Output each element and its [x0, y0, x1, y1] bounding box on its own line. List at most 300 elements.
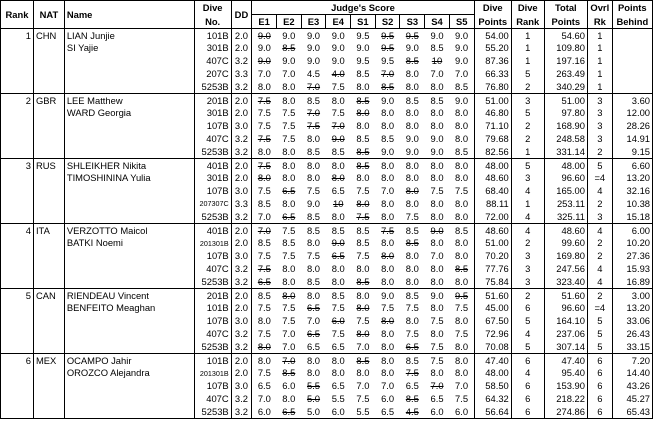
judge-score: 5.5 — [331, 393, 345, 404]
judge-score: 8.0 — [430, 275, 444, 287]
judge-score: 7.5 — [381, 302, 395, 314]
judge-score: 7.0 — [282, 68, 296, 80]
dive-dd: 2.0 — [231, 288, 252, 301]
team-nat — [33, 67, 64, 80]
team-nat — [33, 197, 64, 210]
dive-rank: 4 — [511, 367, 544, 380]
judge-score: 8.0 — [449, 210, 474, 223]
team-rank — [1, 132, 34, 145]
judge-score: 8.0 — [276, 158, 301, 171]
overall-rank: 2 — [587, 250, 612, 263]
judge-score: 7.0 — [276, 353, 301, 366]
judge-score: 9.0 — [326, 29, 351, 42]
dive-dd: 3.0 — [231, 185, 252, 198]
judge-score: 8.0 — [430, 237, 444, 249]
dive-row — [1, 237, 653, 250]
judge-score: 8.5 — [449, 262, 474, 275]
team-nat — [33, 367, 64, 380]
judge-score: 7.5 — [449, 185, 474, 198]
dive-number: 5253B — [194, 210, 231, 223]
judge-score: 7.5 — [405, 367, 419, 379]
points-behind — [612, 42, 652, 55]
judge-score: 9.0 — [405, 133, 419, 145]
dive-row — [1, 67, 653, 80]
dive-rank: 4 — [511, 223, 544, 236]
points-behind: 32.16 — [612, 185, 652, 198]
results-body — [1, 29, 653, 419]
judge-score: 8.5 — [282, 42, 296, 54]
judge-score: 6.5 — [405, 380, 419, 392]
judge-score: 7.5 — [356, 210, 370, 222]
dive-dd: 3.2 — [231, 80, 252, 93]
dive-dd: 3.0 — [231, 315, 252, 328]
judge-score: 6.0 — [381, 393, 395, 404]
total-points: 48.60 — [544, 223, 587, 236]
judge-score: 9.5 — [351, 29, 376, 42]
dive-dd: 3.0 — [231, 250, 252, 263]
team-rank — [1, 67, 34, 80]
dive-number: 5253B — [194, 405, 231, 418]
team-rank — [1, 210, 34, 223]
judge-score: 8.0 — [381, 172, 395, 184]
dive-rank: 5 — [511, 315, 544, 328]
overall-rank: =4 — [587, 302, 612, 315]
team-rank: 5 — [1, 288, 34, 301]
judge-score: 9.0 — [449, 29, 474, 42]
judge-score: 7.5 — [449, 392, 474, 405]
diver-name: RIENDEAU Vincent — [64, 288, 194, 301]
points-behind: 33.06 — [612, 315, 652, 328]
judge-score: 8.0 — [351, 288, 376, 301]
diver-name — [64, 120, 194, 133]
judge-score: 8.0 — [282, 145, 296, 157]
dive-dd: 3.2 — [231, 210, 252, 223]
total-points: 165.00 — [544, 185, 587, 198]
overall-rank: 6 — [587, 367, 612, 380]
judge-score: 8.5 — [351, 93, 376, 106]
dive-rank: 6 — [511, 392, 544, 405]
dive-rank: 2 — [511, 288, 544, 301]
judge-score: 8.0 — [306, 133, 321, 145]
diver-name — [64, 275, 194, 288]
total-points: 153.90 — [544, 380, 587, 393]
overall-rank: 5 — [587, 315, 612, 328]
judge-score: 9.0 — [331, 237, 345, 249]
points-behind: 27.36 — [612, 250, 652, 263]
team-nat — [33, 237, 64, 250]
dive-points: 82.56 — [474, 145, 511, 158]
team-nat — [33, 250, 64, 263]
judge-score: 7.5 — [425, 353, 450, 366]
dive-points: 47.40 — [474, 353, 511, 366]
diver-name — [64, 340, 194, 353]
team-rank — [1, 275, 34, 288]
dive-row — [1, 120, 653, 133]
team-nat — [33, 392, 64, 405]
judge-score: 5.5 — [351, 405, 376, 418]
team-nat — [33, 315, 64, 328]
total-points: 307.14 — [544, 340, 587, 353]
points-behind: 26.43 — [612, 327, 652, 340]
overall-rank: 3 — [587, 132, 612, 145]
judge-score: 6.5 — [306, 340, 321, 352]
overall-rank: 2 — [587, 288, 612, 301]
judge-score: 9.5 — [356, 55, 370, 67]
dive-points: 72.00 — [474, 210, 511, 223]
diver-name — [64, 210, 194, 223]
judge-score: 8.5 — [282, 237, 296, 249]
dive-dd: 2.0 — [231, 367, 252, 380]
dive-number: 401B — [194, 158, 231, 171]
judge-score: 5.5 — [306, 380, 321, 392]
dive-number: 101B — [194, 302, 231, 315]
overall-rank: 5 — [587, 327, 612, 340]
dive-points: 72.96 — [474, 327, 511, 340]
dive-number: 201B — [194, 93, 231, 106]
dive-points: 70.08 — [474, 340, 511, 353]
dive-rank: 5 — [511, 67, 544, 80]
total-points: 48.00 — [544, 158, 587, 171]
dive-points: 48.00 — [474, 158, 511, 171]
points-behind: 10.38 — [612, 197, 652, 210]
judge-score: 8.0 — [430, 210, 444, 222]
team-rank — [1, 340, 34, 353]
judge-score: 6.5 — [306, 328, 321, 340]
judge-score: 7.5 — [306, 120, 321, 132]
dive-rank: 4 — [511, 327, 544, 340]
team-rank — [1, 145, 34, 158]
judge-score: 8.0 — [282, 263, 296, 275]
total-points: 247.56 — [544, 262, 587, 275]
dive-dd: 3.3 — [231, 197, 252, 210]
dive-number: 407C — [194, 392, 231, 405]
judge-score: 8.0 — [381, 263, 395, 275]
judge-score: 9.0 — [331, 133, 345, 145]
header-behind-2: Behind — [612, 15, 652, 29]
dive-points: 87.36 — [474, 55, 511, 68]
dive-number: 101B — [194, 29, 231, 42]
dive-dd: 2.0 — [231, 172, 252, 185]
dive-row — [1, 250, 653, 263]
judge-score: 8.5 — [405, 237, 419, 249]
judge-score: 8.0 — [356, 263, 370, 275]
judge-score: 9.0 — [306, 42, 321, 54]
judge-score: 8.0 — [405, 198, 419, 210]
dive-dd: 2.0 — [231, 93, 252, 106]
judge-score: 8.5 — [306, 145, 321, 157]
judge-score: 8.5 — [400, 288, 425, 301]
overall-rank: 6 — [587, 353, 612, 366]
judge-score: 8.0 — [381, 210, 395, 222]
dive-dd: 2.0 — [231, 42, 252, 55]
diver-name — [64, 67, 194, 80]
judge-score: 7.5 — [405, 302, 419, 314]
team-nat — [33, 262, 64, 275]
judge-score: 8.0 — [430, 172, 444, 184]
points-behind — [612, 29, 652, 42]
dive-points: 48.60 — [474, 223, 511, 236]
judge-score: 7.0 — [306, 315, 321, 327]
team-nat: ITA — [33, 223, 64, 236]
dive-rank: 3 — [511, 262, 544, 275]
judge-score: 9.0 — [301, 29, 326, 42]
judge-score: 6.5 — [257, 275, 271, 287]
judge-score: 7.0 — [356, 380, 370, 392]
dive-number: 5253B — [194, 80, 231, 93]
judge-score: 8.0 — [405, 263, 419, 275]
points-behind: 28.26 — [612, 120, 652, 133]
diver-name — [64, 132, 194, 145]
overall-rank: 3 — [587, 210, 612, 223]
judge-score: 8.5 — [400, 223, 425, 236]
judge-score: 7.0 — [356, 340, 370, 352]
judge-score: 7.5 — [449, 327, 474, 340]
points-behind: 6.60 — [612, 158, 652, 171]
judge-score: 9.0 — [356, 42, 370, 54]
dive-dd: 3.2 — [231, 340, 252, 353]
judge-score: 9.0 — [430, 133, 444, 145]
overall-rank: 6 — [587, 392, 612, 405]
judge-score: 8.0 — [381, 107, 395, 119]
judge-score: 8.5 — [351, 223, 376, 236]
judge-score: 8.0 — [356, 367, 370, 379]
judge-score: 7.5 — [257, 328, 271, 340]
points-behind: 15.93 — [612, 262, 652, 275]
judge-score: 7.5 — [356, 250, 370, 262]
team-rank — [1, 107, 34, 120]
points-behind: 33.15 — [612, 340, 652, 353]
header-dive-rank-1: Dive — [511, 1, 544, 15]
judge-score: 9.0 — [375, 288, 400, 301]
team-rank — [1, 42, 34, 55]
judge-score: 8.5 — [331, 145, 345, 157]
judge-score: 8.0 — [381, 275, 395, 287]
dive-number: 201B — [194, 288, 231, 301]
dive-rank: 2 — [511, 132, 544, 145]
judge-score: 7.5 — [257, 120, 271, 132]
header-dive-points-1: Dive — [474, 1, 511, 15]
judge-score: 6.5 — [306, 302, 321, 314]
judge-score: 8.0 — [257, 340, 271, 352]
dive-row — [1, 210, 653, 223]
judge-score: 8.0 — [276, 288, 301, 301]
judge-score: 8.0 — [449, 250, 474, 263]
dive-rank: 2 — [511, 120, 544, 133]
judge-score: 8.0 — [430, 302, 444, 314]
judge-score: 7.5 — [282, 315, 296, 327]
dive-number: 407C — [194, 55, 231, 68]
diver-name: LIAN Junjie — [64, 29, 194, 42]
judge-score: 7.0 — [282, 328, 296, 340]
judge-score: 8.0 — [306, 367, 321, 379]
points-behind: 16.89 — [612, 275, 652, 288]
header-judges: Judge's Score — [252, 1, 474, 15]
team-rank: 2 — [1, 93, 34, 106]
judge-score: 7.5 — [282, 133, 296, 145]
judge-score: 8.5 — [430, 42, 444, 54]
judge-score: 9.0 — [306, 198, 321, 210]
points-behind: 7.20 — [612, 353, 652, 366]
diver-name: VERZOTTO Maicol — [64, 223, 194, 236]
judge-score: 8.0 — [301, 353, 326, 366]
header-judge-e2: E2 — [276, 15, 301, 29]
judge-score: 8.0 — [356, 198, 370, 210]
dive-rank: 5 — [511, 158, 544, 171]
judge-score: 8.0 — [375, 353, 400, 366]
dive-rank: 3 — [511, 250, 544, 263]
points-behind: 14.91 — [612, 132, 652, 145]
team-rank — [1, 55, 34, 68]
judge-score: 8.0 — [356, 120, 370, 132]
dive-row — [1, 145, 653, 158]
dive-rank: 1 — [511, 197, 544, 210]
judge-score: 7.5 — [257, 302, 271, 314]
judge-score: 8.0 — [282, 80, 296, 92]
dive-number: 301B — [194, 172, 231, 185]
dive-points: 88.11 — [474, 197, 511, 210]
judge-score: 8.0 — [381, 340, 395, 352]
judge-score: 9.0 — [425, 29, 450, 42]
judge-score: 8.5 — [252, 288, 277, 301]
judge-score: 8.0 — [405, 107, 419, 119]
team-rank — [1, 405, 34, 418]
points-behind: 13.20 — [612, 172, 652, 185]
judge-score: 8.0 — [405, 250, 419, 262]
judge-score: 8.0 — [282, 393, 296, 404]
dive-dd: 3.0 — [231, 120, 252, 133]
dive-rank: 5 — [511, 107, 544, 120]
judge-score: 9.0 — [405, 42, 419, 54]
dive-rank: 1 — [511, 42, 544, 55]
overall-rank: 4 — [587, 185, 612, 198]
dive-number: 107B — [194, 120, 231, 133]
judge-score: 8.0 — [425, 158, 450, 171]
total-points: 253.11 — [544, 197, 587, 210]
judge-score: 7.5 — [306, 250, 321, 262]
dive-points: 48.00 — [474, 367, 511, 380]
points-behind: 9.15 — [612, 145, 652, 158]
dive-rank: 4 — [511, 210, 544, 223]
judge-score: 9.0 — [425, 288, 450, 301]
judge-score: 8.0 — [405, 315, 419, 327]
judge-score: 8.0 — [430, 80, 444, 92]
judge-score: 8.0 — [257, 145, 271, 157]
dive-rank: 2 — [511, 237, 544, 250]
judge-score: 9.0 — [331, 42, 345, 54]
judge-score: 9.0 — [331, 55, 345, 67]
judge-score: 9.5 — [381, 55, 395, 67]
judge-score: 7.0 — [381, 185, 395, 197]
judge-score: 8.0 — [449, 353, 474, 366]
judge-score: 8.0 — [282, 198, 296, 210]
dive-row — [1, 158, 653, 171]
dive-dd: 2.0 — [231, 302, 252, 315]
overall-rank: 1 — [587, 55, 612, 68]
total-points: 325.11 — [544, 210, 587, 223]
dive-number: 401B — [194, 223, 231, 236]
overall-rank: 3 — [587, 107, 612, 120]
judge-score: 4.5 — [400, 405, 425, 418]
judge-score: 8.0 — [381, 367, 395, 379]
judge-score: 8.0 — [449, 120, 474, 133]
dive-number: 207307C — [194, 197, 231, 210]
team-nat — [33, 210, 64, 223]
header-name: Name — [64, 1, 194, 29]
team-rank: 3 — [1, 158, 34, 171]
dive-dd: 3.2 — [231, 405, 252, 418]
judge-score: 7.0 — [306, 80, 321, 92]
judge-score: 8.0 — [381, 315, 395, 327]
dive-points: 66.33 — [474, 67, 511, 80]
team-nat — [33, 275, 64, 288]
judge-score: 7.5 — [356, 185, 370, 197]
team-nat — [33, 55, 64, 68]
judge-score: 8.5 — [425, 93, 450, 106]
dive-row — [1, 288, 653, 301]
dive-row — [1, 340, 653, 353]
team-nat: MEX — [33, 353, 64, 366]
dive-rank: 6 — [511, 380, 544, 393]
judge-score: 8.0 — [449, 158, 474, 171]
judge-score: 8.0 — [282, 275, 296, 287]
dive-number: 5253B — [194, 145, 231, 158]
dive-points: 64.32 — [474, 392, 511, 405]
overall-rank: 1 — [587, 80, 612, 93]
dive-dd: 2.0 — [231, 29, 252, 42]
header-judge-s2: S2 — [375, 15, 400, 29]
judge-score: 6.5 — [331, 340, 345, 352]
judge-score: 7.5 — [356, 315, 370, 327]
team-rank: 4 — [1, 223, 34, 236]
header-judge-e3: E3 — [301, 15, 326, 29]
points-behind: 12.00 — [612, 107, 652, 120]
header-dive-no-2: No. — [194, 15, 231, 29]
diver-name — [64, 55, 194, 68]
overall-rank: 5 — [587, 158, 612, 171]
judge-score: 8.0 — [326, 158, 351, 171]
diver-name — [64, 145, 194, 158]
dive-rank: 3 — [511, 172, 544, 185]
dive-rank: 2 — [511, 80, 544, 93]
judge-score: 9.5 — [375, 29, 400, 42]
team-rank — [1, 80, 34, 93]
judge-score: 8.5 — [449, 145, 474, 158]
diver-name: SHLEIKHER Nikita — [64, 158, 194, 171]
dive-row — [1, 262, 653, 275]
dive-row — [1, 405, 653, 418]
total-points: 51.60 — [544, 288, 587, 301]
total-points: 169.80 — [544, 250, 587, 263]
judge-score: 9.0 — [257, 42, 271, 54]
dive-points: 58.50 — [474, 380, 511, 393]
dive-number: 301B — [194, 42, 231, 55]
diver-name: BATKI Noemi — [64, 237, 194, 250]
team-nat — [33, 327, 64, 340]
dive-points: 55.20 — [474, 42, 511, 55]
judge-score: 8.0 — [356, 172, 370, 184]
judge-score: 8.0 — [405, 120, 419, 132]
overall-rank: =4 — [587, 172, 612, 185]
judge-score: 7.0 — [306, 107, 321, 119]
points-behind: 3.60 — [612, 93, 652, 106]
judge-score: 6.5 — [430, 393, 444, 404]
header-ovrl-1: Ovrl — [587, 1, 612, 15]
total-points: 323.40 — [544, 275, 587, 288]
judge-score: 6.5 — [331, 380, 345, 392]
dive-number: 107B — [194, 380, 231, 393]
dive-dd: 3.3 — [231, 67, 252, 80]
team-rank — [1, 367, 34, 380]
